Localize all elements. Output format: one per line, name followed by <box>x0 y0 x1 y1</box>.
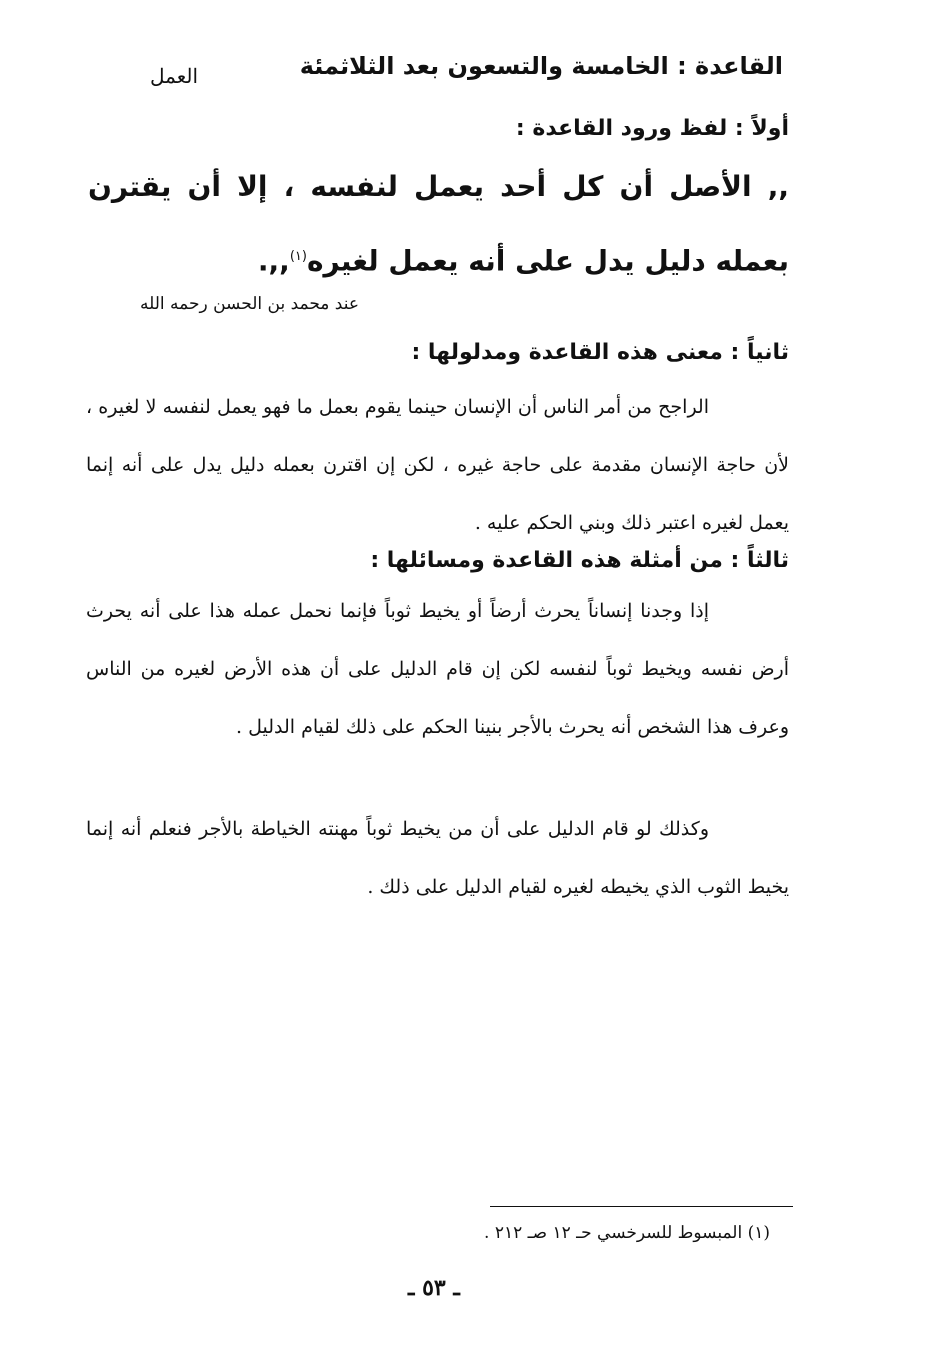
section-heading-examples: ثالثاً : من أمثلة هذه القاعدة ومسائلها : <box>370 548 789 573</box>
footnote-divider <box>490 1206 793 1207</box>
page-number: ـ ٥٣ ـ <box>408 1275 460 1301</box>
meaning-paragraph: الراجح من أمر الناس أن الإنسان حينما يقوم بعمل ما فهو يعمل لنفسه لا لغيره ، لأن حاجة الإنسان مقدمة على حاجة غيره ، لكن إن اقترن بعمله دليل يدل على أنه إنما يعمل لغيره اعتبر ذلك وبني الحكم عليه . <box>86 396 789 534</box>
rule-statement <box>88 152 789 296</box>
footnote: (١) المبسوط للسرخسي حـ ١٢ صـ ٢١٢ . <box>484 1223 770 1243</box>
rule-statement-closing: ,,. <box>257 244 290 278</box>
footnote-marker: (١) <box>289 249 307 264</box>
rule-attribution: عند محمد بن الحسن رحمه الله <box>140 294 360 314</box>
rule-topic-label: العمل <box>150 64 199 88</box>
section-heading-meaning: ثانياً : معنى هذه القاعدة ومدلولها : <box>411 340 789 365</box>
rule-statement-text: ,, الأصل أن كل أحد يعمل لنفسه ، إلا أن يقترن بعمله دليل يدل على أنه يعمل لغيره <box>88 170 789 278</box>
rule-number-title: القاعدة : الخامسة والتسعون بعد الثلاثمئة <box>299 52 783 80</box>
example-paragraph-1: إذا وجدنا إنساناً يحرث أرضاً أو يخيط ثوباً فإنما نحمل عمله هذا على أنه يحرث أرض نفسه ويخيط ثوباً لنفسه لكن إن قام الدليل على أن هذه الأرض لغيره من الناس وعرف هذا الشخص أنه يحرث بالأجر بنينا الحكم على ذلك لقيام الدليل . <box>86 600 789 738</box>
example-paragraph-2: وكذلك لو قام الدليل على أن من يخيط ثوباً مهنته الخياطة بالأجر فنعلم أنه إنما يخيط الثوب الذي يخيطه لغيره لقيام الدليل على ذلك . <box>86 818 789 898</box>
section-heading-wording: أولاً : لفظ ورود القاعدة : <box>515 116 789 141</box>
